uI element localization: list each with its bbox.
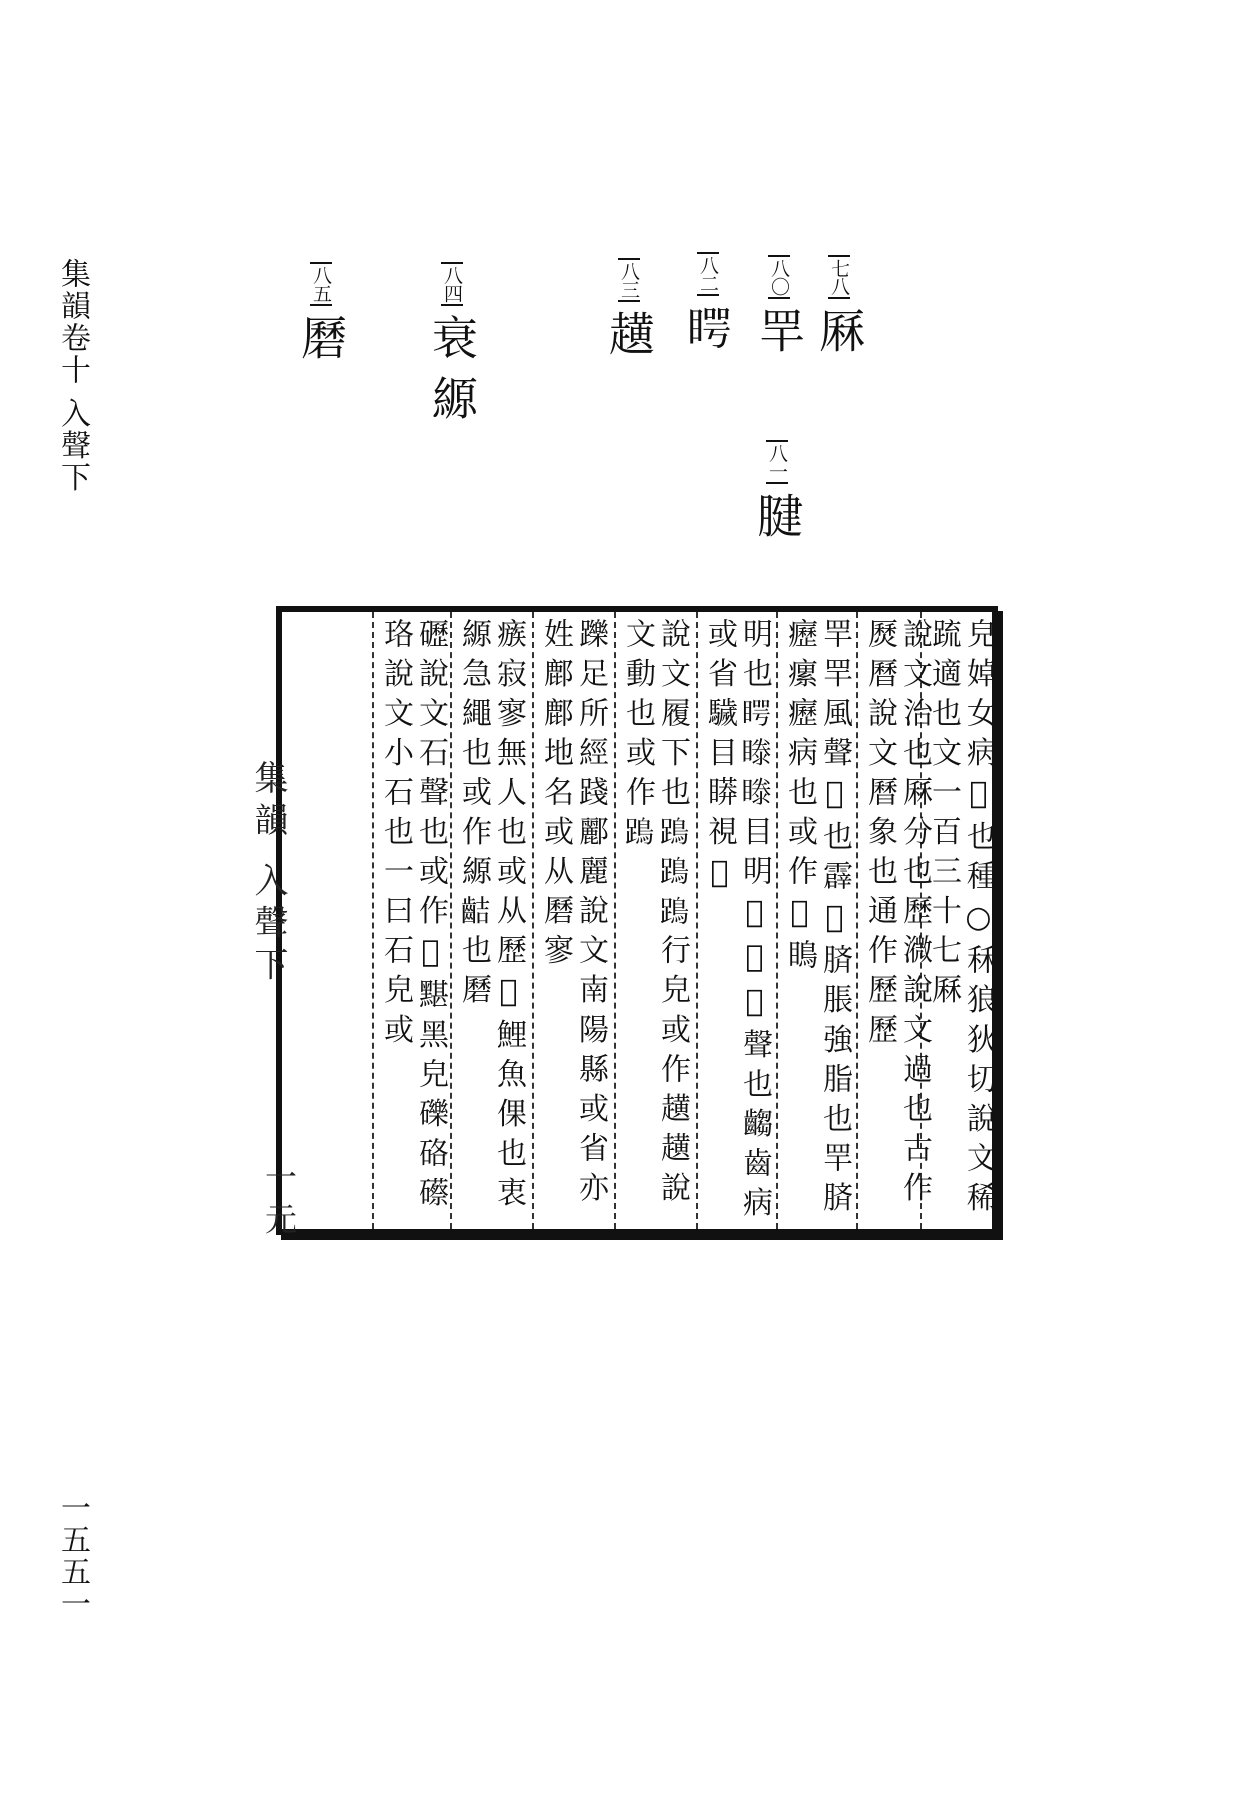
note-mark: 八三 bbox=[618, 258, 640, 302]
text-column: 說 文 履 下 也 𨄙 𨄙 𨄙 行 皃 或 作 趪 趪 說 文 動 也 或 作 𨄙 bbox=[620, 618, 690, 1202]
note-glyph: 衰 縓 bbox=[425, 314, 479, 421]
collation-note bbox=[419, 262, 485, 421]
text-column: 瘯 寂 寥 無 人 也 或 从 歷 𩾄 鯉 魚 倮 也 衷 縓 急 繩 也 或 作 縓 𪗾 也 磿 bbox=[456, 618, 526, 1207]
collation-note bbox=[288, 262, 354, 360]
note-glyph: 趪 bbox=[602, 310, 656, 356]
text-column: 躒 足 所 經 踐 酈 麗 說 文 南 陽 縣 或 省 亦 姓 鄜 鄜 地 名 或 从 磿 寥 bbox=[538, 618, 608, 1202]
note-glyph: 磿 bbox=[294, 314, 348, 360]
collation-note bbox=[596, 258, 662, 356]
text-column: 說 文 治 也 厤 分 也 歷 㵟 說 文 過 也 古 作 㷴 曆 說 文 曆 象 也 通 作 歷 歷 bbox=[862, 618, 932, 1202]
text-column: 皃 婥 女 病 𢡚 也 種 ○ 秝 狼 狄 切 說 文 稀 䟽 適 也 文 一 百 三 十 七 厤 bbox=[926, 618, 996, 1212]
note-mark: 八〇 bbox=[768, 255, 790, 299]
book-title: 集韻卷十 入聲下 bbox=[55, 258, 90, 494]
note-glyph: 厤 bbox=[812, 307, 866, 353]
collation-note bbox=[806, 255, 872, 353]
woodblock-frame bbox=[276, 606, 998, 1235]
page-number: 一五五一 bbox=[55, 1492, 90, 1620]
note-mark: 八四 bbox=[441, 262, 463, 306]
collation-note bbox=[744, 440, 810, 538]
gutter-leaf-number: 一 元 bbox=[260, 1160, 298, 1235]
collation-note bbox=[746, 255, 812, 353]
note-glyph: 𥈭 bbox=[681, 304, 735, 350]
note-mark: 八一 bbox=[766, 440, 788, 484]
text-column: 䍐 䍐 風 聲 𩂳 也 霹 𩂳 𦜝 脹 強 脂 也 䍐 𦜝 癧 瘰 癧 病 也 或 作 𤸨 瞗 bbox=[782, 618, 852, 1212]
note-mark: 七八 bbox=[828, 255, 850, 299]
note-glyph: 腱 bbox=[750, 492, 804, 538]
gutter-title: 集韻 入聲下 bbox=[248, 760, 288, 989]
collation-note bbox=[680, 252, 737, 350]
note-glyph: 䍐 bbox=[752, 307, 806, 353]
text-column: 礰 說 文 石 聲 也 或 作 𥒢 黮 黑 皃 礫 硌 礤 珞 說 文 小 石 也 一 曰 石 皃 或 bbox=[378, 618, 448, 1207]
note-mark: 八五 bbox=[310, 262, 332, 306]
text-column: 明 也 𥈭 𥉋 𥉋 目 明 𠯬 𠯬 𠯬 聲 也 齺 齒 病 或 省 䮹 目 䁳 視 𢡚 bbox=[702, 618, 772, 1217]
note-mark: 八二 bbox=[697, 252, 719, 296]
